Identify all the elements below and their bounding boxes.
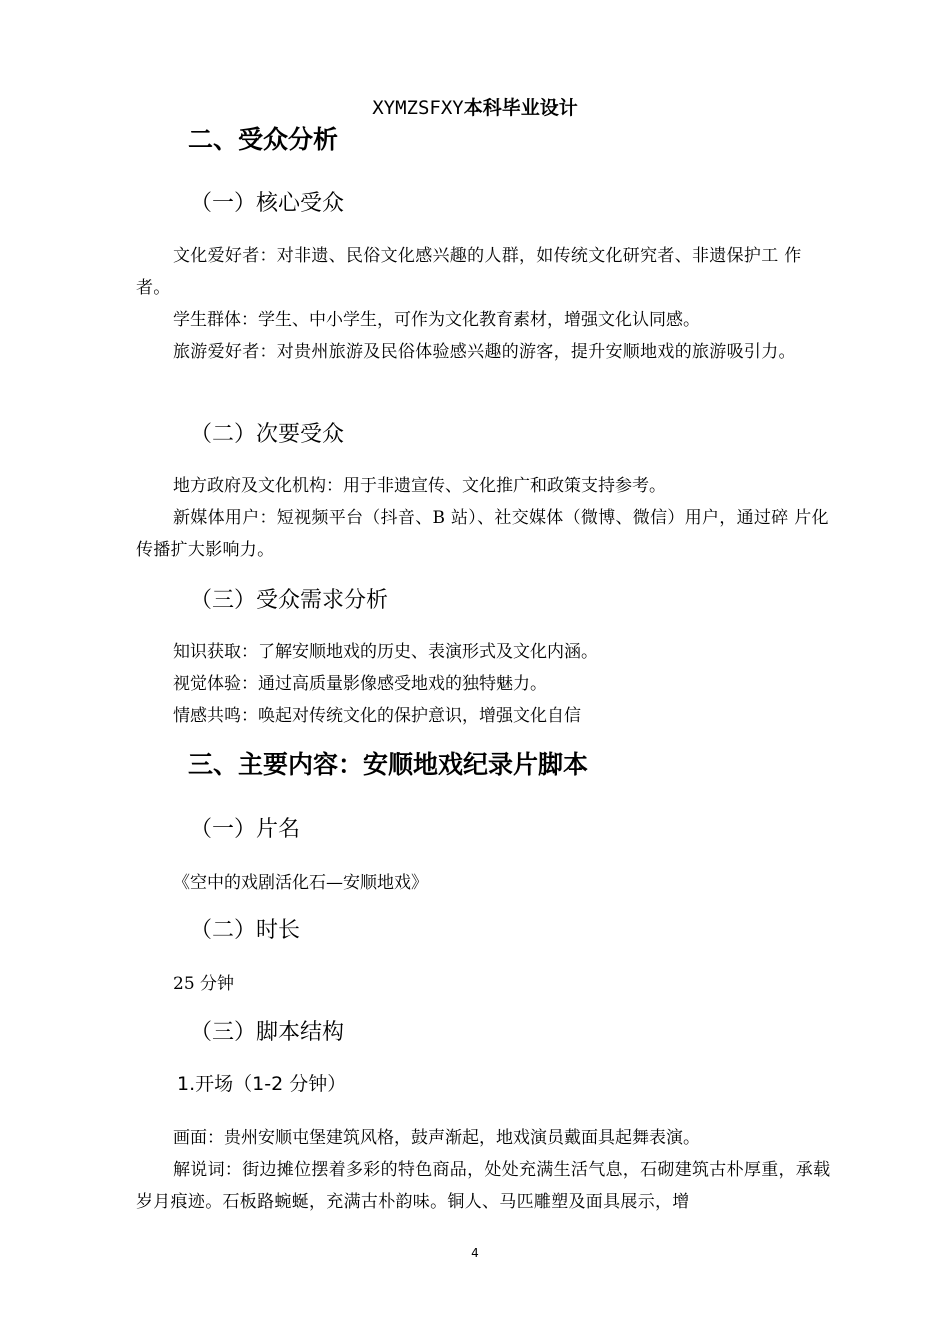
paragraph-opening-visuals: 画面：贵州安顺屯堡建筑风格，鼓声渐起，地戏演员戴面具起舞表演。 <box>173 1128 700 1148</box>
paragraph-travel-enthusiasts: 旅游爱好者：对贵州旅游及民俗体验感兴趣的游客，提升安顺地戏的旅游吸引力。 <box>173 342 796 362</box>
header-document-type: 本科毕业设计 <box>463 97 578 119</box>
subsection-title-script-structure: （三）脚本结构 <box>190 1020 345 1045</box>
paragraph-student-groups: 学生群体：学生、中小学生，可作为文化教育素材，增强文化认同感。 <box>173 310 700 330</box>
subsection-title-secondary-audience: （二）次要受众 <box>190 422 345 447</box>
paragraph-visual-experience: 视觉体验：通过高质量影像感受地戏的独特魅力。 <box>173 674 547 694</box>
subsection-title-audience-needs: （三）受众需求分析 <box>190 588 389 613</box>
duration-text: 25 分钟 <box>173 974 235 994</box>
film-name-text: 《空中的戏剧活化石—安顺地戏》 <box>173 873 428 893</box>
page-number: 4 <box>471 1246 479 1260</box>
opening-title: 1.开场（1-2 分钟） <box>177 1073 347 1095</box>
paragraph-knowledge-acquisition: 知识获取：了解安顺地戏的历史、表演形式及文化内涵。 <box>173 642 598 662</box>
subsection-title-film-name: （一）片名 <box>190 817 301 842</box>
section-title-audience: 二、受众分析 <box>188 125 339 154</box>
paragraph-opening-narration: 解说词：街边摊位摆着多彩的特色商品，处处充满生活气息，石砌建筑古朴厚重，承载岁月痕迹。石板路蜿蜒，充满古朴韵味。铜人、马匹雕塑及面具展示，增 <box>136 1160 831 1212</box>
paragraph-new-media-users: 新媒体用户：短视频平台（抖音、B 站）、社交媒体（微博、微信）用户，通过碎 片化传播扩大影响力。 <box>136 508 829 560</box>
paragraph-government-institutions: 地方政府及文化机构：用于非遗宣传、文化推广和政策支持参考。 <box>173 476 666 496</box>
paragraph-culture-enthusiasts: 文化爱好者：对非遗、民俗文化感兴趣的人群，如传统文化研究者、非遗保护工 作者。 <box>136 246 802 298</box>
header-school-code: XYMZSFXY <box>372 97 464 119</box>
running-header <box>0 96 950 120</box>
subsection-title-duration: （二）时长 <box>190 918 301 943</box>
subsection-title-core-audience: （一）核心受众 <box>190 191 345 216</box>
paragraph-emotional-resonance: 情感共鸣：唤起对传统文化的保护意识，增强文化自信 <box>173 706 581 726</box>
section-title-main-content: 三、主要内容：安顺地戏纪录片脚本 <box>188 750 589 779</box>
